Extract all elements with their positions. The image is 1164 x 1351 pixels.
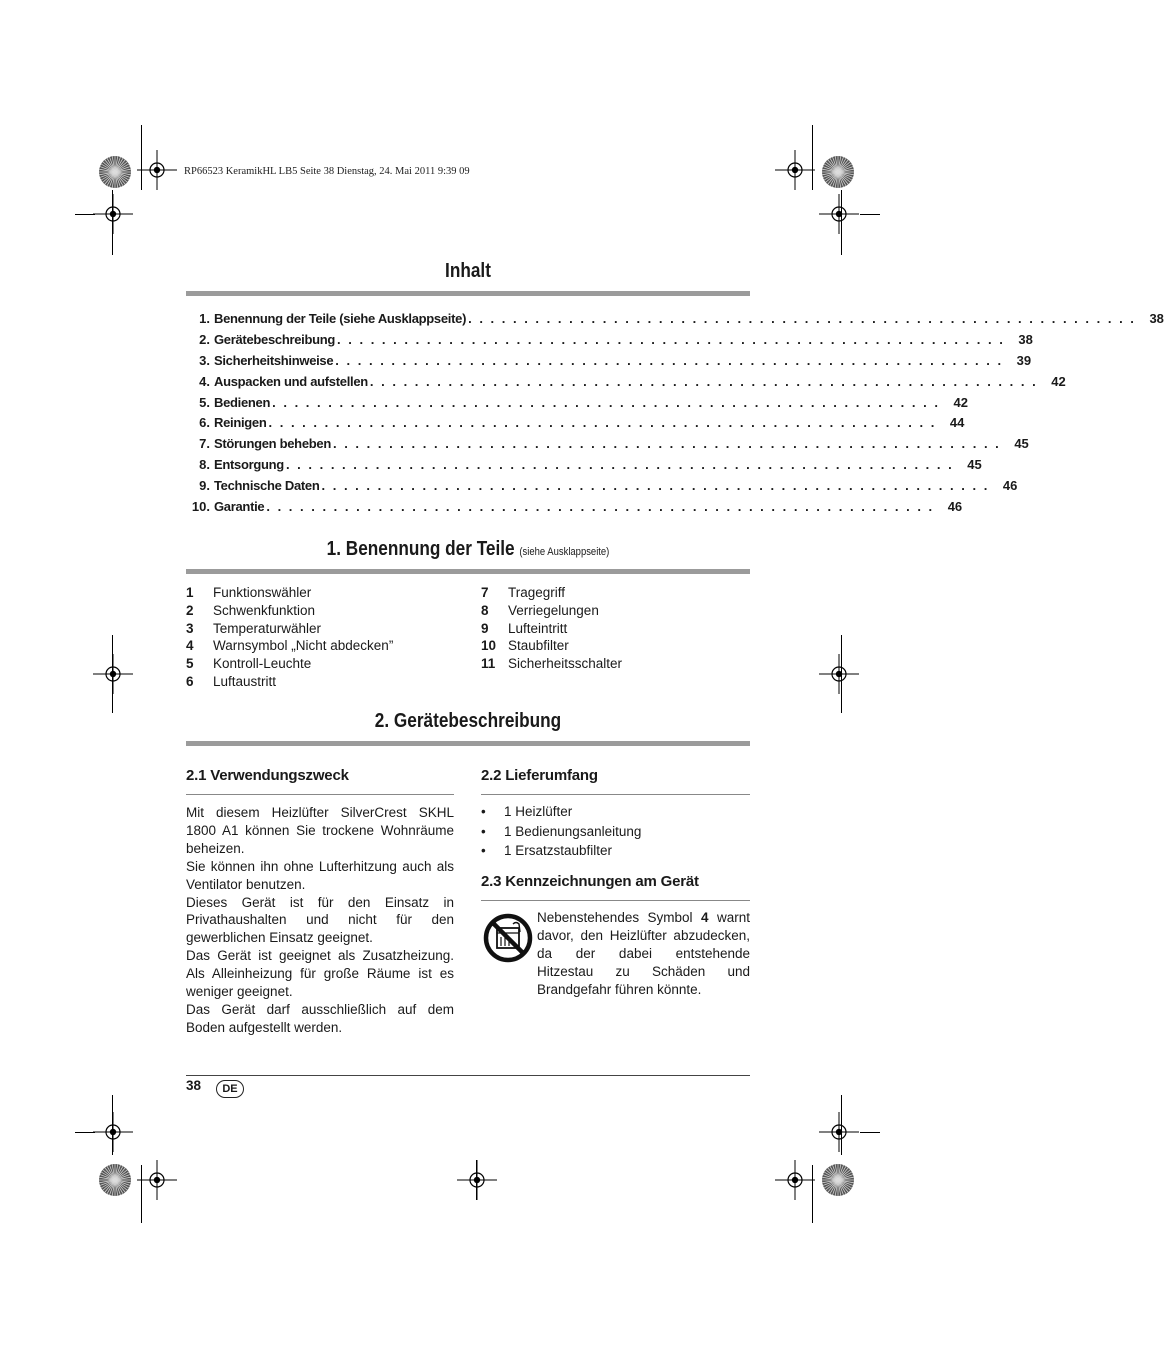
crosshair-icon bbox=[775, 150, 815, 190]
toc-entry-number: 1. bbox=[199, 311, 210, 326]
toc-leader-dots: . . . . . . . . . . . . . . . . . . . . . . . . . . . . . . . . . . . . . . . . . . . . . . . . . . . . . . . . . . . . bbox=[337, 331, 1005, 347]
part-item bbox=[186, 656, 393, 674]
toc-leader-dots: . . . . . . . . . . . . . . . . . . . . . . . . . . . . . . . . . . . . . . . . . . . . . . . . . . . . . . . . . . . . bbox=[321, 478, 990, 494]
toc-entry-number: 9. bbox=[199, 478, 210, 494]
toc-entry[interactable] bbox=[186, 499, 963, 520]
toc-entry-number: 8. bbox=[199, 457, 210, 473]
crosshair-icon bbox=[137, 150, 177, 190]
subheading-2-3: 2.3 Kennzeichnungen am Gerät bbox=[481, 873, 699, 890]
list-item bbox=[481, 824, 641, 844]
part-item bbox=[186, 603, 393, 621]
crosshair-icon bbox=[775, 1160, 815, 1200]
toc-entry-number: 3. bbox=[199, 352, 210, 368]
section1-rule bbox=[186, 569, 750, 574]
crosshair-icon bbox=[457, 1160, 497, 1200]
crop-mark bbox=[112, 635, 113, 713]
toc-entry-label: Garantie bbox=[214, 499, 265, 515]
crosshair-icon bbox=[819, 194, 859, 234]
crop-mark bbox=[141, 125, 142, 190]
part-label: Kontroll-Leuchte bbox=[213, 656, 312, 672]
toc-rule bbox=[186, 291, 750, 296]
toc-entry-page: 38 bbox=[1149, 311, 1164, 326]
usage-paragraph: Das Gerät ist geeignet als Zusatzheizung. Als Alleinheizung für große Räume ist es weniger geeignet. bbox=[186, 948, 454, 1000]
subrule-2-2 bbox=[481, 794, 750, 795]
part-number: 8 bbox=[481, 602, 489, 618]
part-label: Sicherheitsschalter bbox=[508, 656, 623, 672]
part-item bbox=[481, 621, 622, 639]
section1-note: (siehe Ausklappseite) bbox=[519, 546, 610, 558]
part-label: Funktionswähler bbox=[213, 585, 312, 600]
toc-entry-label: Bedienen bbox=[214, 394, 271, 410]
toc-entry-page: 46 bbox=[1002, 478, 1018, 494]
toc-leader-dots: . . . . . . . . . . . . . . . . . . . . . . . . . . . . . . . . . . . . . . . . . . . . . . . . . . . . . . . . . . . . bbox=[285, 457, 954, 473]
language-badge: DE bbox=[216, 1080, 244, 1098]
part-number: 7 bbox=[481, 585, 489, 600]
toc-entry[interactable] bbox=[186, 352, 1032, 374]
crop-mark bbox=[841, 190, 842, 255]
part-label: Verriegelungen bbox=[508, 602, 599, 618]
toc-entry-page: 44 bbox=[949, 415, 965, 431]
bullet-icon: • bbox=[481, 843, 486, 859]
part-number: 11 bbox=[481, 656, 496, 672]
section1-title: 1. Benennung der Teile (siehe Ausklappseite) bbox=[326, 538, 610, 560]
toc-entry[interactable] bbox=[186, 373, 1066, 395]
crop-mark bbox=[860, 214, 880, 215]
toc-entry-number: 2. bbox=[199, 331, 210, 347]
crop-mark bbox=[841, 635, 842, 713]
toc-entry-number: 7. bbox=[199, 436, 210, 452]
part-item bbox=[481, 638, 622, 656]
part-item bbox=[481, 585, 622, 603]
print-slug: RP66523 KeramikHL LB5 Seite 38 Dienstag, 24. Mai 2011 9:39 09 bbox=[184, 166, 470, 177]
crop-mark bbox=[841, 1095, 842, 1155]
toc-entry-number: 4. bbox=[199, 373, 210, 389]
toc-entry-label: Entsorgung bbox=[214, 457, 284, 473]
registration-wheel-icon bbox=[820, 154, 856, 190]
part-number: 4 bbox=[186, 638, 194, 654]
part-number: 1 bbox=[186, 585, 194, 600]
part-label: Tragegriff bbox=[508, 585, 566, 600]
do-not-cover-icon bbox=[483, 912, 533, 969]
crop-mark bbox=[141, 1165, 142, 1223]
toc-entry[interactable] bbox=[186, 457, 982, 478]
bullet-icon: • bbox=[481, 804, 486, 819]
part-number: 5 bbox=[186, 656, 194, 672]
registration-wheel-icon bbox=[820, 1162, 856, 1198]
toc-entry[interactable] bbox=[186, 394, 968, 416]
toc-entry-number: 5. bbox=[199, 394, 210, 410]
part-label: Lufteintritt bbox=[508, 620, 568, 636]
toc-entry-page: 38 bbox=[1018, 331, 1033, 347]
part-item bbox=[186, 585, 393, 603]
toc-entry-page: 45 bbox=[967, 457, 982, 473]
part-number: 6 bbox=[186, 673, 194, 689]
subrule-2-1 bbox=[186, 794, 454, 795]
crop-mark bbox=[812, 1165, 813, 1223]
list-item-label: 1 Heizlüfter bbox=[504, 804, 573, 819]
section2-rule bbox=[186, 741, 750, 746]
list-item bbox=[481, 843, 641, 863]
toc-entry-page: 46 bbox=[947, 499, 963, 515]
part-number: 10 bbox=[481, 638, 497, 654]
toc-entry-number: 6. bbox=[199, 415, 210, 431]
crop-mark bbox=[112, 190, 113, 255]
toc-leader-dots: . . . . . . . . . . . . . . . . . . . . . . . . . . . . . . . . . . . . . . . . . . . . . . . . . . . . . . . . . . . . bbox=[268, 415, 937, 431]
crop-mark bbox=[75, 1132, 95, 1133]
usage-text bbox=[186, 804, 454, 1037]
symbol-text: Nebenstehendes Symbol 4 warnt davor, den Heizlüfter abzudecken, da der dabei entstehende Hitzestau zu Schäden und Brandgefahr führen könnte. bbox=[537, 910, 750, 997]
toc-entry-label: Technische Daten bbox=[214, 478, 320, 494]
bullet-icon: • bbox=[481, 823, 486, 839]
crosshair-icon bbox=[93, 654, 133, 694]
part-number: 3 bbox=[186, 620, 194, 636]
toc-entry[interactable] bbox=[186, 436, 1029, 457]
page-number: 38 bbox=[186, 1078, 202, 1093]
toc-entry-page: 42 bbox=[953, 394, 968, 410]
registration-wheel-icon bbox=[97, 154, 133, 190]
crop-mark bbox=[112, 1095, 113, 1155]
crop-mark bbox=[476, 1160, 477, 1200]
list-item-label: 1 Bedienungsanleitung bbox=[504, 823, 642, 839]
parts-list-left bbox=[186, 585, 393, 692]
part-item bbox=[186, 674, 393, 692]
part-item bbox=[481, 656, 622, 674]
toc-leader-dots: . . . . . . . . . . . . . . . . . . . . . . . . . . . . . . . . . . . . . . . . . . . . . . . . . . . . . . . . . . . . bbox=[266, 499, 935, 515]
crop-mark bbox=[812, 125, 813, 190]
crop-mark bbox=[75, 214, 95, 215]
crosshair-icon bbox=[93, 194, 133, 234]
crop-mark bbox=[860, 1132, 880, 1133]
toc-title: Inhalt bbox=[445, 260, 491, 282]
crosshair-icon bbox=[819, 1112, 859, 1152]
list-item-label: 1 Ersatzstaubfilter bbox=[504, 843, 613, 859]
toc-entry[interactable] bbox=[186, 415, 965, 436]
part-item bbox=[186, 638, 393, 656]
part-number: 2 bbox=[186, 602, 194, 618]
toc-entry-label: Reinigen bbox=[214, 415, 267, 431]
toc-leader-dots: . . . . . . . . . . . . . . . . . . . . . . . . . . . . . . . . . . . . . . . . . . . . . . . . . . . . . . . . . . . . bbox=[335, 352, 1004, 368]
part-item bbox=[481, 603, 622, 621]
registration-wheel-icon bbox=[97, 1162, 133, 1198]
crosshair-icon bbox=[137, 1160, 177, 1200]
part-label: Warnsymbol „Nicht abdecken” bbox=[213, 638, 394, 654]
toc-entry-label: Auspacken und aufstellen bbox=[214, 373, 368, 389]
footer-rule bbox=[186, 1075, 750, 1076]
crosshair-icon bbox=[819, 654, 859, 694]
toc-entry[interactable] bbox=[186, 311, 1164, 332]
usage-paragraph: Mit diesem Heizlüfter SilverCrest SKHL 1800 A1 können Sie trockene Wohnräume beheizen. bbox=[186, 805, 454, 856]
part-label: Temperaturwähler bbox=[213, 620, 322, 636]
toc-entry-label: Störungen beheben bbox=[214, 436, 331, 452]
toc-entry-number: 10. bbox=[191, 499, 210, 515]
toc-leader-dots: . . . . . . . . . . . . . . . . . . . . . . . . . . . . . . . . . . . . . . . . . . . . . . . . . . . . . . . . . . . . bbox=[272, 394, 940, 410]
subheading-2-1: 2.1 Verwendungszweck bbox=[186, 767, 349, 784]
scope-of-delivery-list bbox=[481, 804, 641, 863]
toc-entry-page: 45 bbox=[1014, 436, 1029, 452]
toc-entry-page: 39 bbox=[1016, 352, 1032, 368]
toc-leader-dots: . . . . . . . . . . . . . . . . . . . . . . . . . . . . . . . . . . . . . . . . . . . . . . . . . . . . . . . . . . . . bbox=[332, 436, 1001, 452]
toc-entry-label: Benennung der Teile (siehe Ausklappseite) bbox=[214, 311, 467, 326]
parts-list-right bbox=[481, 585, 622, 674]
table-of-contents bbox=[186, 311, 1164, 520]
usage-paragraph: Das Gerät darf ausschließlich auf dem Boden aufgestellt werden. bbox=[186, 1001, 454, 1035]
part-label: Staubfilter bbox=[508, 638, 569, 654]
toc-leader-dots: . . . . . . . . . . . . . . . . . . . . . . . . . . . . . . . . . . . . . . . . . . . . . . . . . . . . . . . . . . . . bbox=[468, 311, 1136, 326]
toc-entry-label: Gerätebeschreibung bbox=[214, 331, 336, 347]
part-label: Luftaustritt bbox=[213, 673, 277, 689]
subheading-2-2: 2.2 Lieferumfang bbox=[481, 767, 598, 784]
toc-entry-page: 42 bbox=[1051, 373, 1066, 389]
crosshair-icon bbox=[93, 1112, 133, 1152]
usage-paragraph: Dieses Gerät ist für den Einsatz in Privathaushalten und nicht für den gewerblichen Einsatz geeignet. bbox=[186, 894, 454, 946]
toc-entry[interactable] bbox=[186, 331, 1033, 353]
toc-entry-label: Sicherheitshinweise bbox=[214, 352, 334, 368]
list-item bbox=[481, 804, 641, 824]
part-label: Schwenkfunktion bbox=[213, 602, 316, 618]
part-item bbox=[186, 621, 393, 639]
toc-entry[interactable] bbox=[186, 478, 1018, 499]
section2-title: 2. Gerätebeschreibung bbox=[374, 710, 562, 732]
toc-leader-dots: . . . . . . . . . . . . . . . . . . . . . . . . . . . . . . . . . . . . . . . . . . . . . . . . . . . . . . . . . . . . bbox=[369, 373, 1038, 389]
usage-paragraph: Sie können ihn ohne Lufterhitzung auch als Ventilator benutzen. bbox=[186, 858, 454, 892]
part-number: 9 bbox=[481, 620, 489, 636]
subrule-2-3 bbox=[481, 900, 750, 901]
